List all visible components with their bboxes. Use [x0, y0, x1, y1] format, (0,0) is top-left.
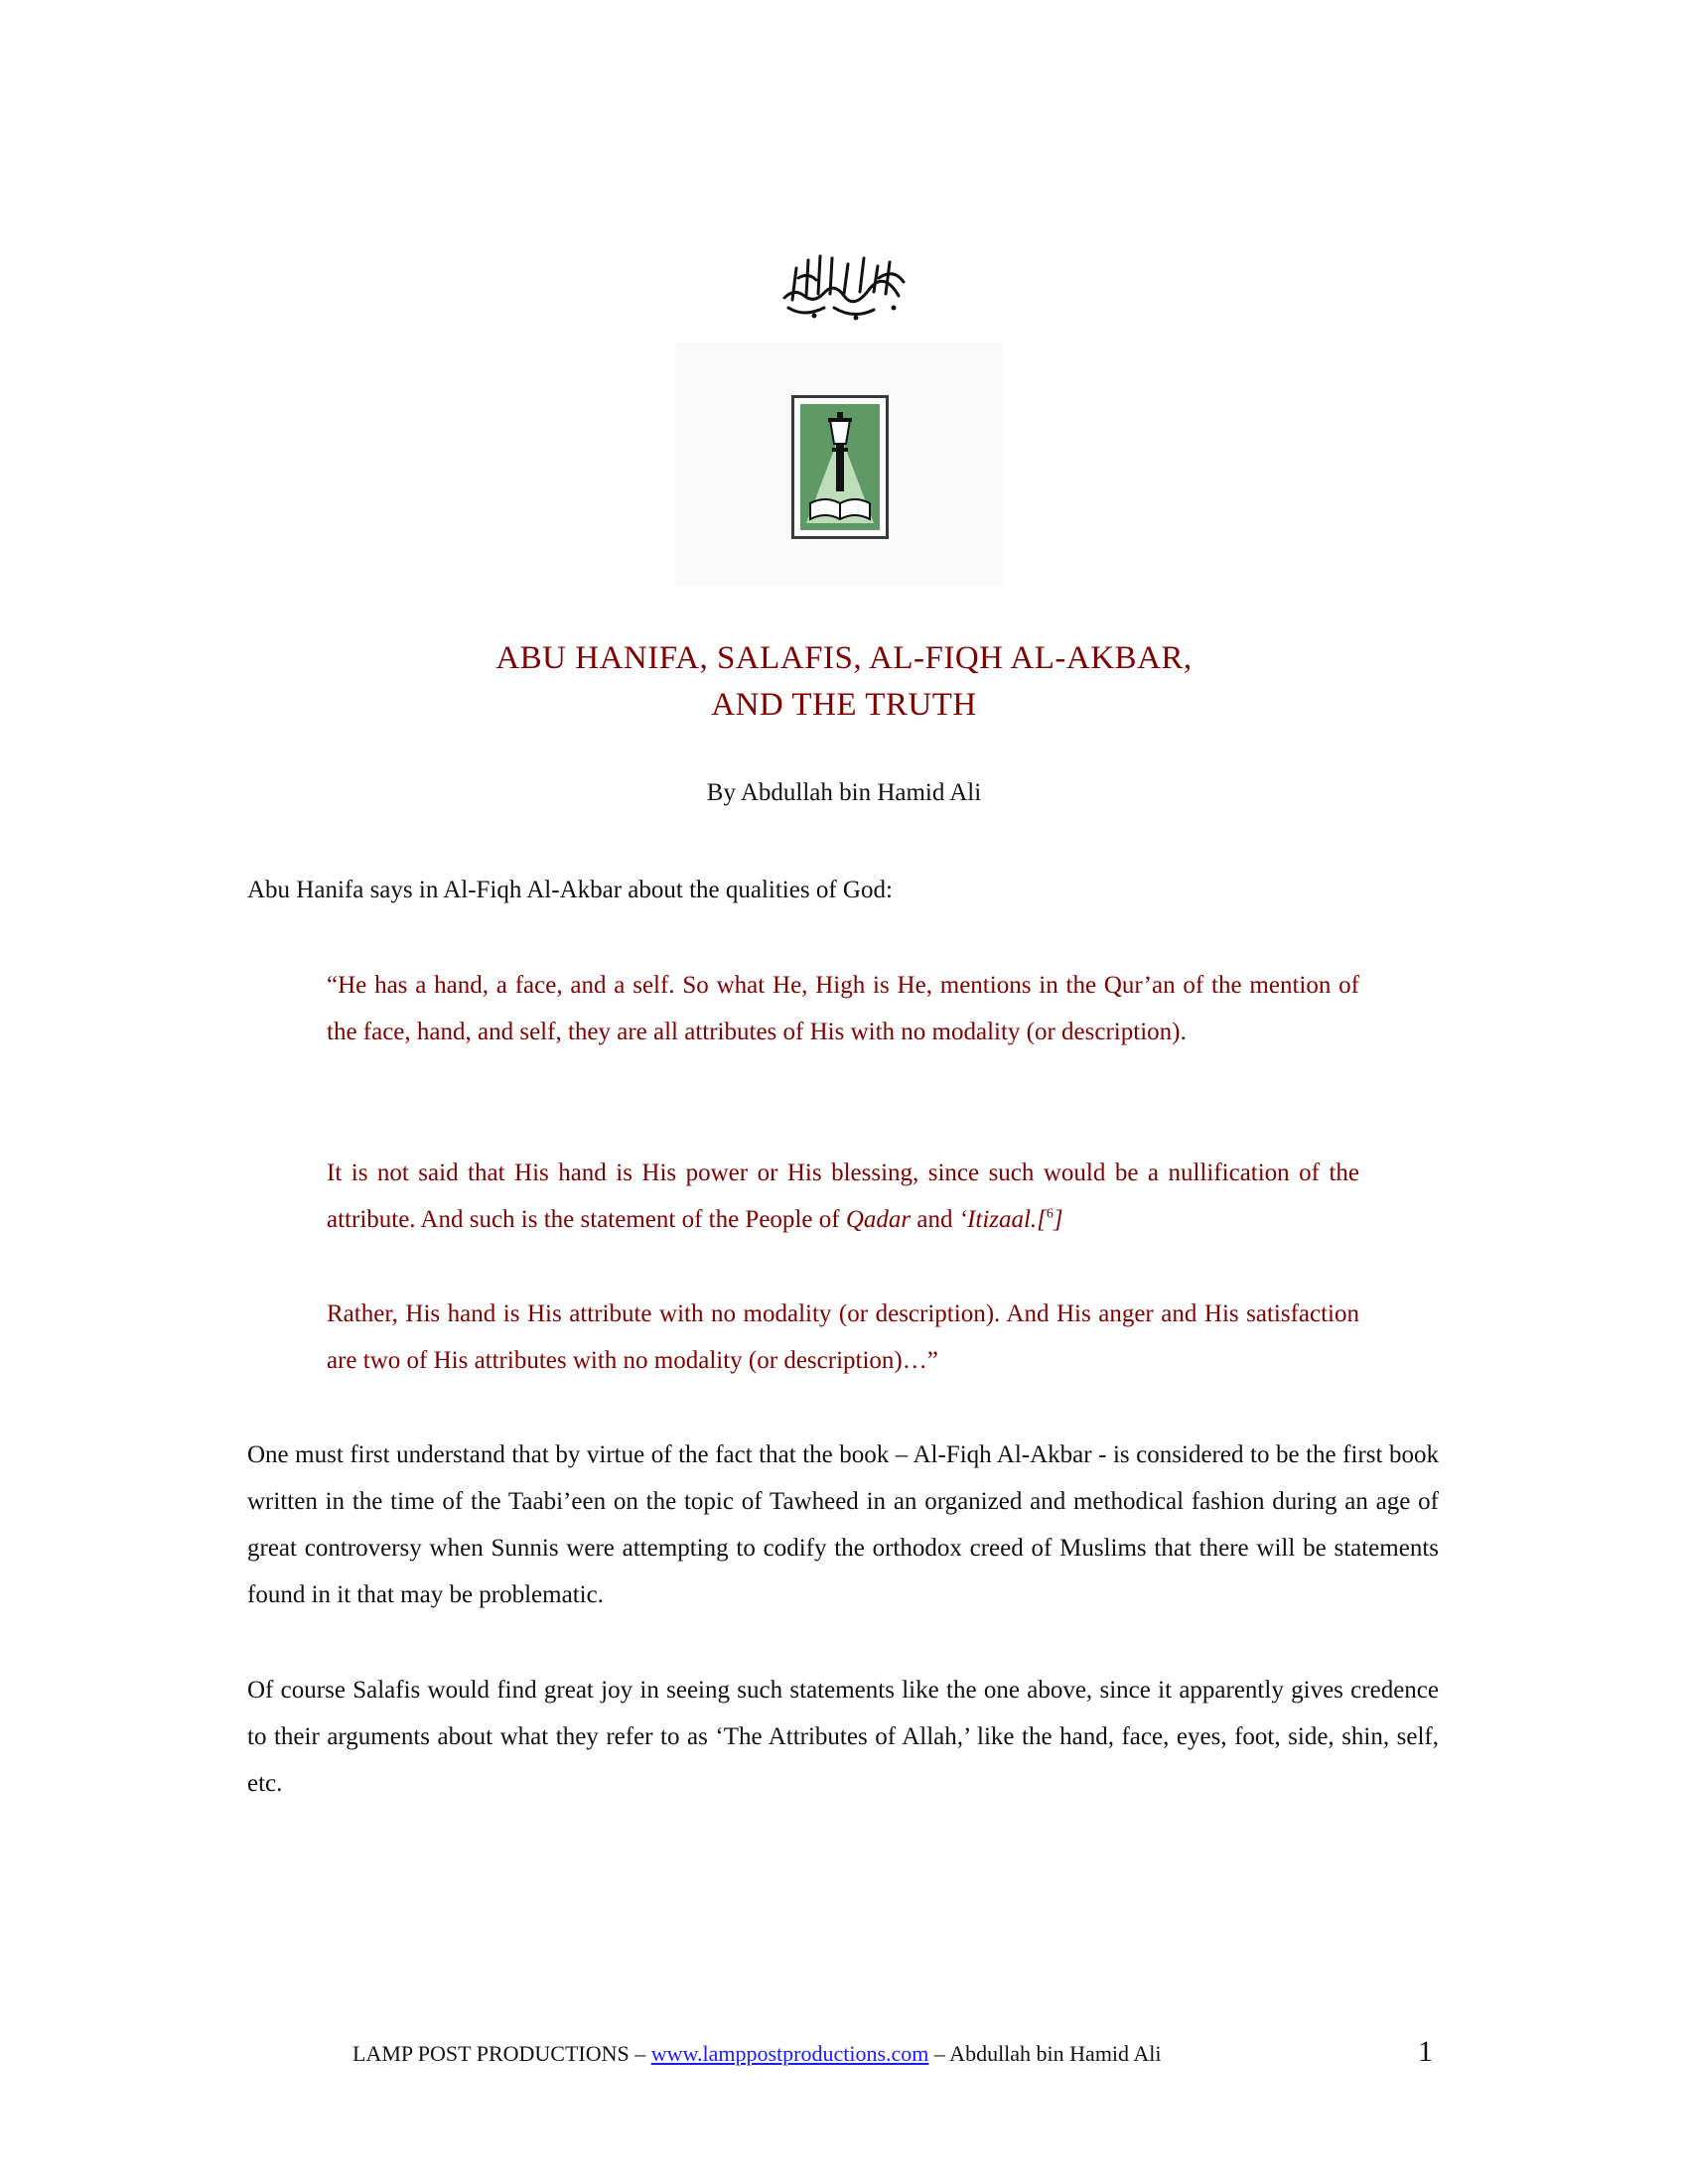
footer-author: – Abdullah bin Hamid Ali — [928, 2041, 1162, 2066]
quote-p2-end: ] — [1053, 1206, 1063, 1233]
quote-p2-text: It is not said that His hand is His power or His blessing, since such would be a nullification of the attribute. And such is the statement of the People of — [327, 1160, 1359, 1233]
qadar-term: Qadar — [845, 1206, 912, 1233]
body-paragraph-1: One must first understand that by virtue of the fact that the book – Al-Fiqh Al-Akbar - is considered to be the first book written in the time of the Taabi’een on the topic of Tawheed in an organized and methodical fashion during an age of great controversy when Sunnis were attempting to codify the orthodox creed of Muslims that there will be statements found in it that may be problematic. — [247, 1441, 1439, 1608]
logo-green-panel — [800, 404, 880, 530]
author-byline: By Abdullah bin Hamid Ali — [706, 779, 982, 806]
lamp-post-logo — [791, 395, 889, 539]
footer-publisher: LAMP POST PRODUCTIONS – — [352, 2041, 651, 2066]
footer-website-link[interactable]: www.lamppostproductions.com — [650, 2041, 929, 2066]
title-line-1: ABU HANIFA, SALAFIS, AL-FIQH AL-AKBAR, — [495, 640, 1193, 676]
footnote-ref[interactable]: 6 — [1046, 1206, 1054, 1222]
intro-paragraph: Abu Hanifa says in Al-Fiqh Al-Akbar about the qualities of God: — [247, 877, 893, 903]
quote-p2-and: and — [911, 1206, 959, 1233]
lamp-and-book-icon — [800, 404, 880, 530]
quote-paragraph-3: Rather, His hand is His attribute with no modality (or description). And His anger and His satisfaction are two of His attributes with no modality (or description)…” — [327, 1300, 1359, 1374]
document-title — [0, 635, 1688, 729]
quote-paragraph-1: “He has a hand, a face, and a self. So what He, High is He, mentions in the Qur’an of the mention of the face, hand, and self, they are all attributes of His with no modality (or description). — [327, 972, 1359, 1045]
basmala-calligraphy-image — [774, 238, 914, 328]
itizaal-term: ‘Itizaal.[ — [958, 1206, 1047, 1233]
title-line-2: AND THE TRUTH — [711, 687, 977, 723]
page-number: 1 — [1418, 2035, 1433, 2068]
quote-paragraph-2 — [327, 1150, 1359, 1243]
page-footer — [352, 2041, 1161, 2067]
body-paragraph-2: Of course Salafis would find great joy in seeing such statements like the one above, since it apparently gives credence to their arguments about what they refer to as ‘The Attributes of Allah,’ like the hand, face, eyes, foot, side, shin, self, etc. — [247, 1677, 1439, 1797]
